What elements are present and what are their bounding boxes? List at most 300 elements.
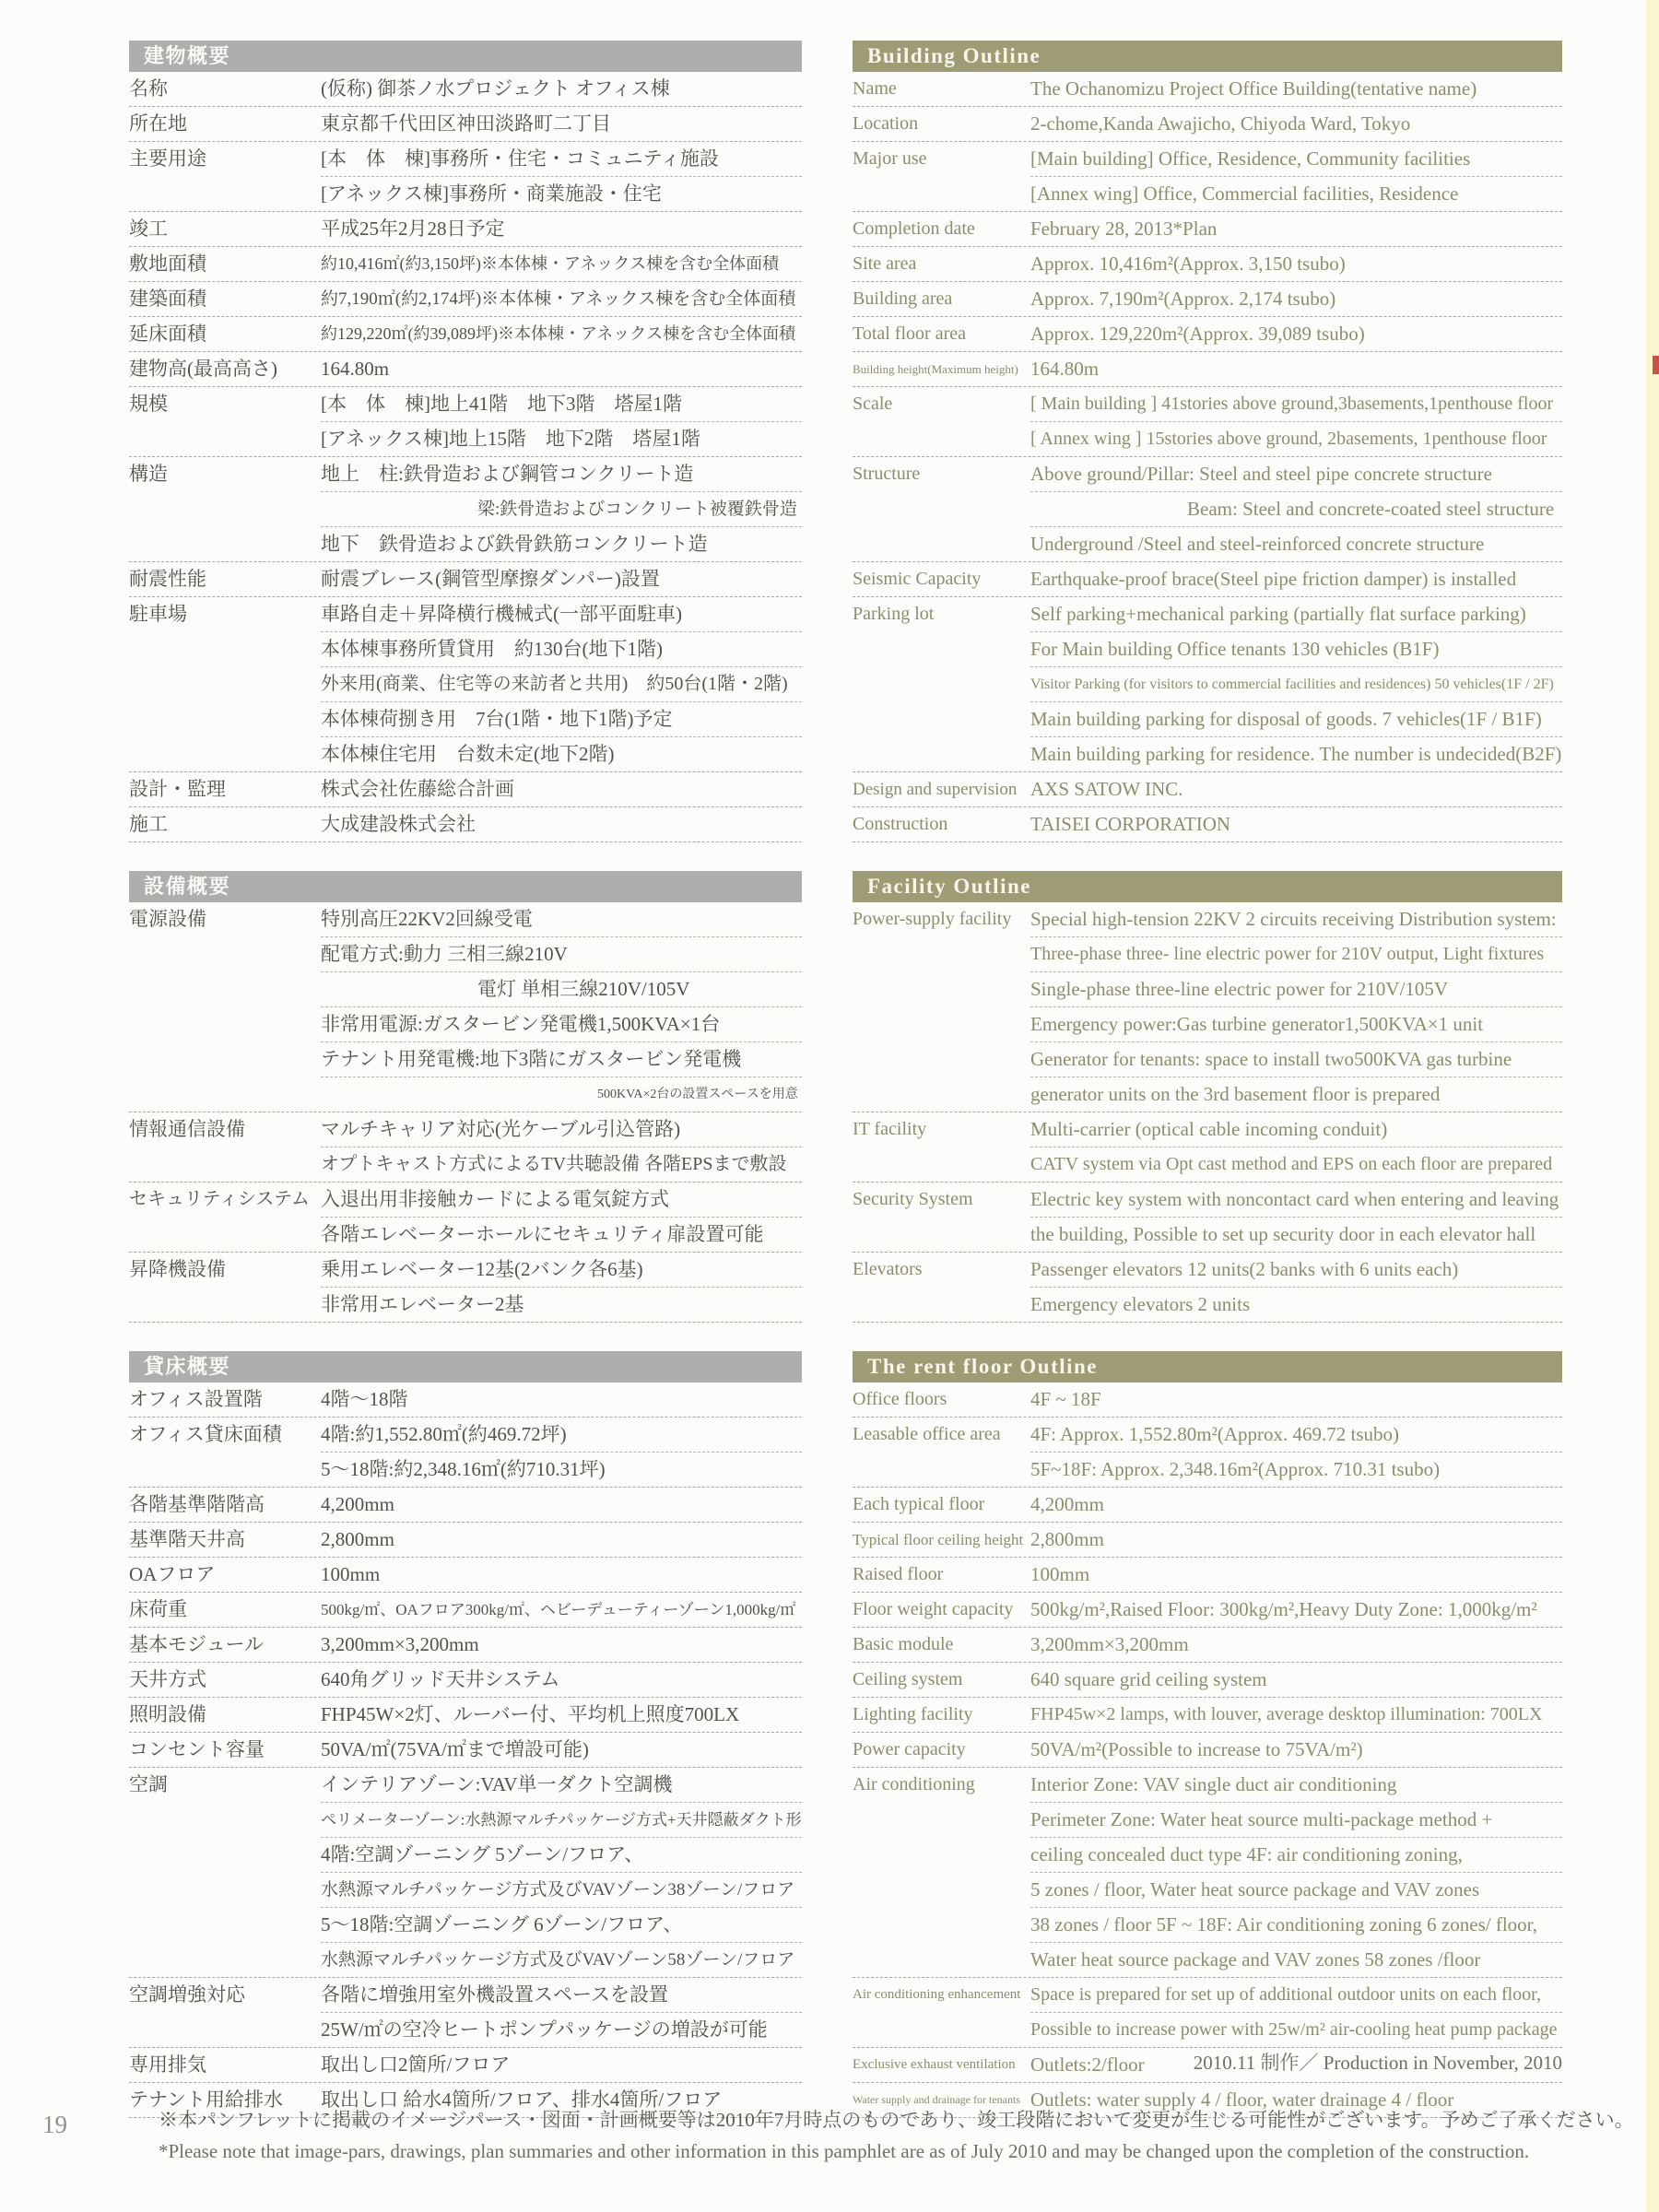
field-value-line: 164.80m (321, 358, 390, 380)
field-label: Raised floor (853, 1564, 944, 1584)
section-header: 建物概要 (129, 41, 802, 72)
field-value-line: Emergency power:Gas turbine generator1,500KVA×1 unit (1030, 1006, 1562, 1041)
field-label: Location (853, 113, 919, 134)
field-value-line: Possible to increase power with 25w/m² air-cooling heat pump package (1030, 2012, 1562, 2047)
field-label: 主要用途 (129, 147, 206, 170)
field-values (321, 107, 802, 141)
field-value-line: [アネックス棟]事務所・商業施設・住宅 (321, 176, 802, 211)
field-values (1030, 142, 1562, 211)
field-label: 建物高(最高高さ) (129, 358, 277, 380)
field-values (1030, 1698, 1562, 1732)
field-row (129, 1978, 802, 2048)
field-value-line: オプトキャスト方式によるTV共聴設備 各階EPSまで敷設 (321, 1147, 802, 1182)
field-row (853, 1978, 1562, 2048)
field-value-line: Space is prepared for set up of additional outdoor units on each floor, (1030, 1984, 1542, 2005)
field-label: Exclusive exhaust ventilation (853, 2057, 1016, 2072)
field-values (1030, 902, 1562, 1112)
field-values (321, 142, 802, 211)
field-value-line: 4,200mm (1030, 1493, 1104, 1515)
field-values (1030, 1112, 1562, 1182)
field-value-line: The Ochanomizu Project Office Building(tentative name) (1030, 77, 1477, 100)
field-label: 情報通信設備 (129, 1118, 245, 1140)
field-values (321, 1593, 802, 1627)
field-value-line: Approx. 129,220m²(Approx. 39,089 tsubo) (1030, 323, 1365, 345)
field-value-line: Underground /Steel and steel-reinforced concrete structure (1030, 526, 1562, 561)
field-value-line: 各階エレベーターホールにセキュリティ扉設置可能 (321, 1217, 802, 1252)
field-label: オフィス貸床面積 (129, 1423, 282, 1445)
field-label: 電源設備 (129, 908, 206, 930)
field-row (853, 562, 1562, 597)
field-value-line: 50VA/㎡(75VA/㎡まで増設可能) (321, 1738, 589, 1760)
field-values (321, 247, 802, 281)
field-value-line: 配電方式:動力 三相三線210V (321, 936, 802, 971)
field-values (1030, 247, 1562, 281)
field-values (321, 1628, 802, 1662)
field-label: Major use (853, 148, 927, 169)
spec-section (129, 1351, 802, 2118)
field-values (1030, 72, 1562, 106)
field-value-line: [ Annex wing ] 15stories above ground, 2basements, 1penthouse floor (1030, 421, 1562, 456)
field-label: Construction (853, 814, 948, 834)
field-label: 基本モジュール (129, 1633, 265, 1655)
field-row (853, 807, 1562, 842)
field-label: 駐車場 (129, 603, 187, 625)
field-value-line: 株式会社佐藤総合計画 (321, 778, 514, 800)
field-value-line: マルチキャリア対応(光ケーブル引込管路) (321, 1118, 681, 1140)
field-value-line: 50VA/m²(Possible to increase to 75VA/m²) (1030, 1738, 1363, 1760)
field-label: Each typical floor (853, 1494, 985, 1514)
field-label: OAフロア (129, 1563, 216, 1585)
field-value-line: Main building parking for residence. The number is undecided(B2F) (1030, 736, 1562, 771)
field-label: 天井方式 (129, 1668, 206, 1690)
field-value-line: Passenger elevators 12 units(2 banks with 6 units each) (1030, 1258, 1459, 1280)
field-value-line: Earthquake-proof brace(Steel pipe friction damper) is installed (1030, 568, 1517, 590)
field-value-line: 外来用(商業、住宅等の来訪者と共用) 約50台(1階・2階) (321, 666, 802, 701)
field-value-line: 本体棟住宅用 台数未定(地下2階) (321, 736, 802, 771)
field-values (1030, 807, 1562, 841)
field-row (853, 772, 1562, 807)
field-values (321, 807, 802, 841)
field-label: 構造 (129, 463, 168, 485)
field-values (1030, 1488, 1562, 1522)
field-label: Parking lot (853, 604, 935, 624)
field-values (321, 1253, 802, 1322)
field-values (1030, 1628, 1562, 1662)
section-header: Facility Outline (853, 871, 1562, 902)
field-label: Lighting facility (853, 1704, 973, 1724)
field-row (853, 597, 1562, 772)
field-value-line: 4階:空調ゾーニング 5ゾーン/フロア、 (321, 1837, 802, 1872)
field-value-line: [アネックス棟]地上15階 地下2階 塔屋1階 (321, 421, 802, 456)
field-value-line: Above ground/Pillar: Steel and steel pipe concrete structure (1030, 463, 1492, 485)
field-values (1030, 457, 1562, 561)
field-label: 設計・監理 (129, 778, 226, 800)
field-label: Office floors (853, 1389, 947, 1409)
field-label: 名称 (129, 77, 168, 100)
field-label: Design and supervision (853, 780, 1018, 799)
field-values (321, 1768, 802, 1977)
field-label: 所在地 (129, 112, 187, 135)
field-value-line: February 28, 2013*Plan (1030, 218, 1218, 240)
field-values (321, 457, 802, 561)
field-values (321, 212, 802, 246)
field-row (853, 1558, 1562, 1593)
field-values (1030, 352, 1562, 386)
field-label: Scale (853, 394, 893, 414)
field-value-line: 2,800mm (1030, 1528, 1104, 1550)
field-values (1030, 107, 1562, 141)
field-row (129, 107, 802, 142)
field-values (1030, 1182, 1562, 1252)
english-spec-column (853, 41, 1562, 2118)
field-value-line: Beam: Steel and concrete-coated steel structure (1030, 491, 1562, 526)
field-row (129, 1733, 802, 1768)
section-header: The rent floor Outline (853, 1351, 1562, 1382)
field-row (129, 1488, 802, 1523)
section-header: 設備概要 (129, 871, 802, 902)
field-value-line: Main building parking for disposal of goods. 7 vehicles(1F / B1F) (1030, 701, 1562, 736)
field-value-line: 640角グリッド天井システム (321, 1668, 560, 1690)
field-values (1030, 1418, 1562, 1487)
field-values (321, 1978, 802, 2047)
field-value-line: FHP45w×2 lamps, with louver, average desktop illumination: 700LX (1030, 1704, 1543, 1724)
field-value-line: 耐震ブレース(鋼管型摩擦ダンパー)設置 (321, 568, 660, 590)
field-row (129, 247, 802, 282)
field-values (321, 597, 802, 771)
field-values (321, 1382, 802, 1417)
field-value-line: [本 体 棟]地上41階 地下3階 塔屋1階 (321, 393, 682, 415)
field-value-line: 4F: Approx. 1,552.80m²(Approx. 469.72 tsubo) (1030, 1423, 1400, 1445)
field-value-line: 100mm (1030, 1563, 1090, 1585)
japanese-spec-column (129, 41, 802, 2118)
field-label: Power-supply facility (853, 909, 1012, 929)
field-value-line: (仮称) 御茶ノ水プロジェクト オフィス棟 (321, 77, 670, 100)
field-row (129, 1418, 802, 1488)
field-label: Structure (853, 464, 921, 484)
field-label: Power capacity (853, 1739, 966, 1759)
field-label: Name (853, 78, 897, 99)
field-value-line: テナント用発電機:地下3階にガスタービン発電機 (321, 1041, 802, 1077)
field-values (321, 1558, 802, 1592)
field-row (853, 1182, 1562, 1253)
field-label: 基準階天井高 (129, 1528, 245, 1550)
spec-section (853, 1351, 1562, 2118)
field-value-line: [本 体 棟]事務所・住宅・コミュニティ施設 (321, 147, 719, 170)
field-value-line: generator units on the 3rd basement floor is prepared (1030, 1077, 1562, 1112)
field-values (321, 1698, 802, 1732)
field-row (129, 1182, 802, 1253)
field-values (1030, 1593, 1562, 1627)
field-label: コンセント容量 (129, 1738, 265, 1760)
field-row (853, 247, 1562, 282)
field-row (129, 1593, 802, 1628)
section-header: 貸床概要 (129, 1351, 802, 1382)
field-row (129, 1523, 802, 1558)
field-value-line: 500KVA×2台の設置スペースを用意 (321, 1077, 802, 1112)
field-row (129, 807, 802, 842)
field-value-line: Approx. 10,416m²(Approx. 3,150 tsubo) (1030, 253, 1346, 275)
field-values (321, 387, 802, 456)
field-value-line: Visitor Parking (for visitors to commercial facilities and residences) 50 vehicles(1F / 2F) (1030, 666, 1562, 701)
field-value-line: Multi-carrier (optical cable incoming conduit) (1030, 1118, 1388, 1140)
field-value-line: 4,200mm (321, 1493, 394, 1515)
field-values (1030, 1768, 1562, 1977)
field-value-line: 約7,190㎡(約2,174坪)※本体棟・アネックス棟を含む全体面積 (321, 289, 796, 309)
field-row (853, 212, 1562, 247)
field-value-line: For Main building Office tenants 130 vehicles (B1F) (1030, 631, 1562, 666)
field-row (853, 282, 1562, 317)
field-row (129, 352, 802, 387)
field-label: Security System (853, 1189, 973, 1209)
field-label: Completion date (853, 218, 975, 239)
field-value-line: 地下 鉄骨造および鉄骨鉄筋コンクリート造 (321, 526, 802, 561)
field-values (1030, 1253, 1562, 1322)
field-label: 規模 (129, 393, 168, 415)
field-value-line: 取出し口 給水4箇所/フロア、排水4箇所/フロア (321, 2088, 723, 2111)
field-label: Water supply and drainage for tenants (853, 2093, 1020, 2106)
field-row (853, 1523, 1562, 1558)
field-label: 専用排気 (129, 2053, 206, 2076)
field-value-line: CATV system via Opt cast method and EPS on each floor are prepared (1030, 1147, 1562, 1182)
field-label: 敷地面積 (129, 253, 206, 275)
field-row (853, 1112, 1562, 1182)
field-label: Ceiling system (853, 1669, 963, 1689)
field-value-line: 入退出用非接触カードによる電気錠方式 (321, 1188, 669, 1210)
production-note: 2010.11 制作／ Production in November, 2010 (1193, 2052, 1562, 2074)
field-value-line: 38 zones / floor 5F ~ 18F: Air conditioning zoning 6 zones/ floor, (1030, 1907, 1562, 1942)
page-edge-strip (1646, 0, 1659, 2212)
field-label: 延床面積 (129, 323, 206, 345)
field-value-line: 大成建設株式会社 (321, 813, 476, 835)
field-value-line: 地上 柱:鉄骨造および鋼管コンクリート造 (321, 463, 694, 485)
field-row (853, 387, 1562, 457)
field-row (853, 1488, 1562, 1523)
field-label: IT facility (853, 1119, 927, 1139)
field-value-line: Three-phase three- line electric power for 210V output, Light fixtures (1030, 936, 1562, 971)
field-value-line: 約10,416㎡(約3,150坪)※本体棟・アネックス棟を含む全体面積 (321, 254, 780, 273)
field-values (321, 1488, 802, 1522)
field-value-line: 2-chome,Kanda Awajicho, Chiyoda Ward, Tokyo (1030, 112, 1411, 135)
field-row (129, 1382, 802, 1418)
field-row (129, 1663, 802, 1698)
field-value-line: [Annex wing] Office, Commercial facilities, Residence (1030, 176, 1562, 211)
spec-section (853, 871, 1562, 1323)
field-value-line: AXS SATOW INC. (1030, 778, 1183, 800)
field-values (1030, 387, 1562, 456)
field-row (853, 1698, 1562, 1733)
field-label: 竣工 (129, 218, 168, 240)
field-value-line: 梁:鉄骨造およびコンクリート被覆鉄骨造 (321, 491, 802, 526)
field-label: Building area (853, 288, 953, 309)
field-label: Site area (853, 253, 917, 274)
field-values (321, 282, 802, 316)
field-label: 空調増強対応 (129, 1983, 245, 2006)
field-row (129, 2048, 802, 2083)
field-row (853, 1593, 1562, 1628)
field-row (129, 317, 802, 352)
field-row (129, 282, 802, 317)
field-values (1030, 1663, 1562, 1697)
field-values (321, 902, 802, 1112)
field-value-line: 平成25年2月28日予定 (321, 218, 505, 240)
red-edge-mark (1653, 356, 1659, 374)
field-value-line: 非常用電源:ガスタービン発電機1,500KVA×1台 (321, 1006, 802, 1041)
field-label: 照明設備 (129, 1703, 206, 1725)
field-value-line: 車路自走＋昇降横行機械式(一部平面駐車) (321, 603, 682, 625)
field-values (321, 352, 802, 386)
section-header: Building Outline (853, 41, 1562, 72)
field-value-line: Interior Zone: VAV single duct air conditioning (1030, 1773, 1397, 1795)
field-value-line: 各階に増強用室外機設置スペースを設置 (321, 1983, 668, 2006)
field-row (129, 562, 802, 597)
field-value-line: TAISEI CORPORATION (1030, 813, 1231, 835)
field-value-line: Single-phase three-line electric power for 210V/105V (1030, 971, 1562, 1006)
spec-section (129, 871, 802, 1323)
field-value-line: ペリメーターゾーン:水熱源マルチパッケージ方式+天井隠蔽ダクト形 (321, 1802, 802, 1837)
field-values (1030, 1978, 1562, 2047)
field-label: Basic module (853, 1634, 954, 1654)
field-value-line: 4F ~ 18F (1030, 1388, 1101, 1410)
field-value-line: 2,800mm (321, 1528, 394, 1550)
field-value-line: Outlets:2/floor (1030, 2053, 1145, 2076)
field-row (129, 1558, 802, 1593)
field-row (853, 317, 1562, 352)
field-row (129, 212, 802, 247)
field-label: Elevators (853, 1259, 923, 1279)
field-value-line: 本体棟荷捌き用 7台(1階・地下1階)予定 (321, 701, 802, 736)
field-label: 昇降機設備 (129, 1258, 226, 1280)
field-row (853, 1253, 1562, 1323)
field-row (129, 597, 802, 772)
field-value-line: 水熱源マルチパッケージ方式及びVAVゾーン58ゾーン/フロア (321, 1942, 802, 1977)
field-values (321, 1418, 802, 1487)
field-row (129, 142, 802, 212)
field-label: 床荷重 (129, 1598, 187, 1620)
field-value-line: 5F~18F: Approx. 2,348.16m²(Approx. 710.31 tsubo) (1030, 1452, 1562, 1487)
field-value-line: 5 zones / floor, Water heat source package and VAV zones (1030, 1872, 1562, 1907)
field-row (129, 1253, 802, 1323)
field-values (1030, 212, 1562, 246)
field-values (321, 72, 802, 106)
field-label: Building height(Maximum height) (853, 362, 1018, 376)
field-value-line: 本体棟事務所賃貸用 約130台(地下1階) (321, 631, 802, 666)
field-value-line: [ Main building ] 41stories above ground,3basements,1penthouse floor (1030, 394, 1554, 414)
field-value-line: Outlets: water supply 4 / floor, water drainage 4 / floor (1030, 2088, 1454, 2111)
field-value-line: Electric key system with noncontact card when entering and leaving (1030, 1188, 1559, 1210)
field-values (321, 1112, 802, 1182)
field-values (1030, 1733, 1562, 1767)
field-values (321, 317, 802, 351)
field-label: 耐震性能 (129, 568, 206, 590)
field-row (129, 387, 802, 457)
field-row (129, 1698, 802, 1733)
field-value-line: 水熱源マルチパッケージ方式及びVAVゾーン38ゾーン/フロア (321, 1872, 802, 1907)
footnote-english: *Please note that image-pars, drawings, plan summaries and other information in this pamphlet are as of July 2010 and may be changed upon the completion of the construction. (159, 2140, 1530, 2162)
field-value-line: 非常用エレベーター2基 (321, 1287, 802, 1322)
field-row (853, 1418, 1562, 1488)
field-value-line: Self parking+mechanical parking (partially flat surface parking) (1030, 603, 1526, 625)
field-row (853, 352, 1562, 387)
field-row (129, 772, 802, 807)
field-row (129, 72, 802, 107)
field-values (1030, 1558, 1562, 1592)
field-values (1030, 597, 1562, 771)
field-value-line: FHP45W×2灯、ルーバー付、平均机上照度700LX (321, 1703, 740, 1725)
field-value-line: 東京都千代田区神田淡路町二丁目 (321, 112, 611, 135)
field-values (1030, 282, 1562, 316)
field-row (853, 107, 1562, 142)
field-row (853, 1733, 1562, 1768)
field-value-line: 電灯 単相三線210V/105V (321, 971, 802, 1006)
field-label: Air conditioning enhancement (853, 1987, 1021, 2002)
page-number: 19 (42, 2111, 67, 2138)
field-value-line: Emergency elevators 2 units (1030, 1287, 1562, 1322)
field-value-line: 25W/㎡の空冷ヒートポンプパッケージの増設が可能 (321, 2012, 802, 2047)
field-label: Seismic Capacity (853, 569, 982, 589)
field-row (129, 902, 802, 1112)
field-value-line: Special high-tension 22KV 2 circuits receiving Distribution system: (1030, 908, 1557, 930)
field-value-line: 5〜18階:約2,348.16㎡(約710.31坪) (321, 1452, 802, 1487)
field-value-line: インテリアゾーン:VAV単一ダクト空調機 (321, 1773, 673, 1795)
field-value-line: 164.80m (1030, 358, 1100, 380)
field-row (853, 902, 1562, 1112)
footnote-japanese: ※本パンフレットに掲載のイメージパース・図面・計画概要等は2010年7月時点のものであり、竣工段階において変更が生じる可能性がございます。予めご了承ください。 (159, 2109, 1634, 2131)
field-label: 施工 (129, 813, 168, 835)
field-row (129, 1628, 802, 1663)
field-row (129, 457, 802, 562)
field-value-line: 500kg/㎡、OAフロア300kg/㎡、ヘビーデューティーゾーン1,000kg/㎡ (321, 1601, 796, 1618)
field-row (853, 1382, 1562, 1418)
field-value-line: 特別高圧22KV2回線受電 (321, 908, 533, 930)
field-value-line: 乗用エレベーター12基(2バンク各6基) (321, 1258, 643, 1280)
field-label: 建築面積 (129, 288, 206, 310)
field-label: Total floor area (853, 324, 966, 344)
field-label: Leasable office area (853, 1424, 1001, 1444)
field-values (1030, 1523, 1562, 1557)
field-label: Typical floor ceiling height (853, 1531, 1024, 1548)
field-value-line: 約129,220㎡(約39,089坪)※本体棟・アネックス棟を含む全体面積 (321, 324, 796, 343)
field-row (853, 72, 1562, 107)
field-value-line: Approx. 7,190m²(Approx. 2,174 tsubo) (1030, 288, 1336, 310)
field-row (853, 457, 1562, 562)
field-values (321, 1523, 802, 1557)
field-value-line: 4階:約1,552.80㎡(約469.72坪) (321, 1423, 567, 1445)
field-value-line: 4階〜18階 (321, 1388, 408, 1410)
spec-section (853, 41, 1562, 842)
field-row (853, 1663, 1562, 1698)
field-values (321, 562, 802, 596)
field-value-line: 100mm (321, 1563, 381, 1585)
field-values (1030, 317, 1562, 351)
field-value-line: 取出し口2箇所/フロア (321, 2053, 511, 2076)
field-value-line: the building, Possible to set up security door in each elevator hall (1030, 1217, 1562, 1252)
field-value-line: ceiling concealed duct type 4F: air conditioning zoning, (1030, 1837, 1562, 1872)
field-values (321, 2048, 802, 2082)
field-label: セキュリティシステム (129, 1189, 310, 1209)
field-row (853, 1768, 1562, 1978)
field-value-line: 640 square grid ceiling system (1030, 1668, 1267, 1690)
field-values (321, 1663, 802, 1697)
field-label: Floor weight capacity (853, 1599, 1014, 1619)
spec-section (129, 41, 802, 842)
field-row (853, 142, 1562, 212)
field-values (321, 772, 802, 806)
field-value-line: 3,200mm×3,200mm (321, 1633, 479, 1655)
field-values (1030, 562, 1562, 596)
field-label: テナント用給排水 (129, 2088, 283, 2111)
field-values (1030, 1382, 1562, 1417)
field-value-line: Water heat source package and VAV zones 58 zones /floor (1030, 1942, 1562, 1977)
